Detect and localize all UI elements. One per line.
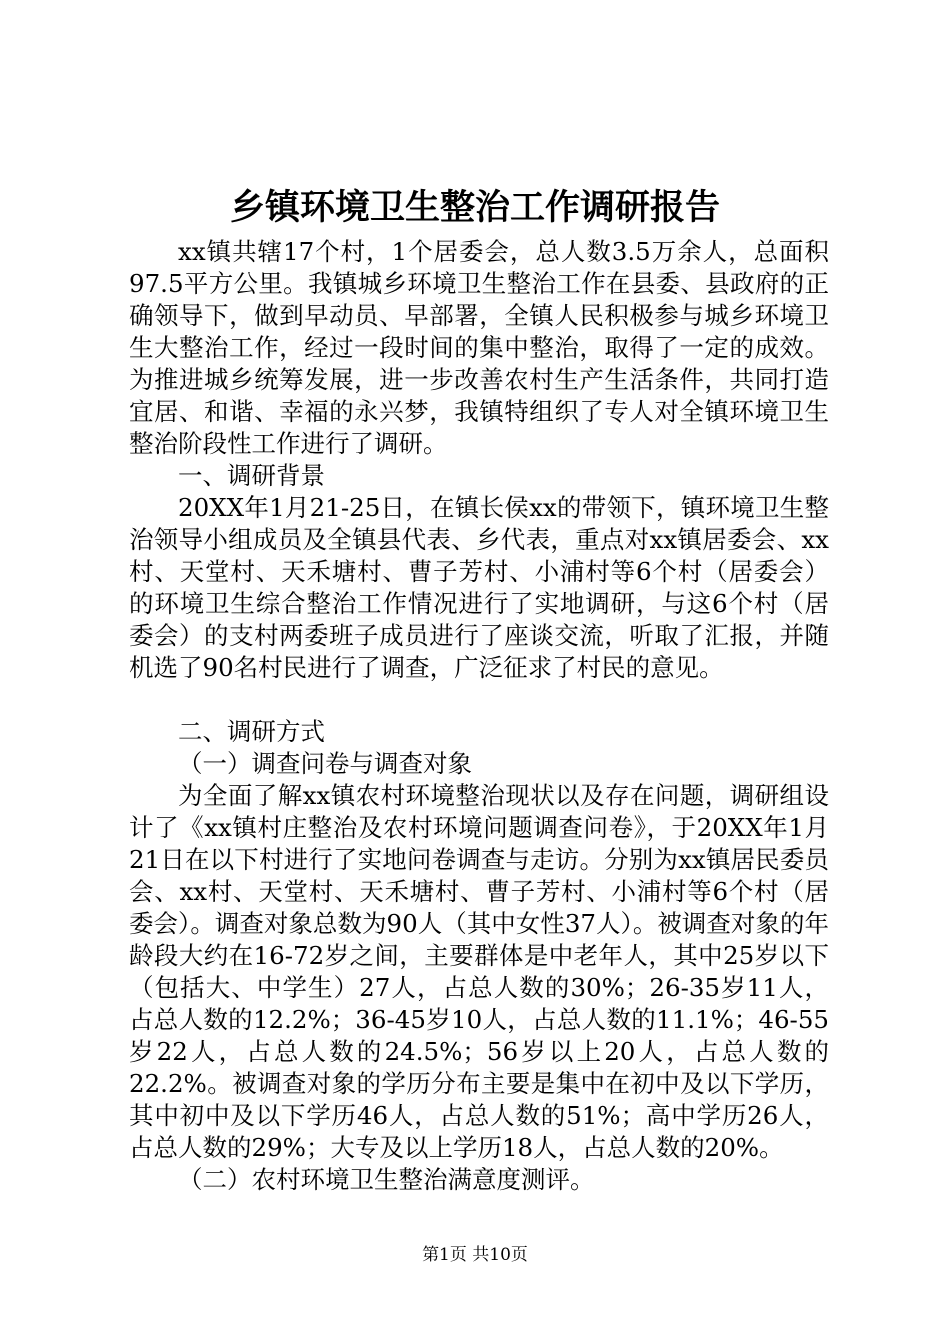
- document-title: 乡镇环境卫生整治工作调研报告: [229, 187, 720, 228]
- survey-paragraph: 为全面了解xx镇农村环境整治现状以及存在问题，调研组设计了《xx镇村庄整治及农村环境问题调查问卷》，于20XX年1月21日在以下村进行了实地问卷调查与走访。分别为xx镇居民委员会、xx村、天堂村、天禾塘村、曹子芳村、小浦村等6个村（居委会）。调查对象总数为90人（其中女性37人）。被调查对象的年龄段大约在16-72岁之间，主要群体是中老年人，其中25岁以下（包括大、中学生）27人，占总人数的30%；26-35岁11人，占总人数的12.2%；36-45岁10人，占总人数的11.1%；46-55岁22人，占总人数的24.5%；56岁以上20人，占总人数的22.2%。被调查对象的学历分布主要是集中在初中及以下学历，其中初中及以下学历46人，占总人数的51%；高中学历26人，占总人数的29%；大专及以上学历18人，占总人数的20%。: [129, 781, 829, 1162]
- section-heading-method: 二、调研方式: [178, 717, 325, 746]
- intro-paragraph: xx镇共辖17个村，1个居委会，总人数3.5万余人，总面积97.5平方公里。我镇城乡环境卫生整治工作在县委、县政府的正确领导下，做到早动员、早部署，全镇人民积极参与城乡环境卫生大整治工作，经过一段时间的集中整治，取得了一定的成效。为推进城乡统筹发展，进一步改善农村生产生活条件，共同打造宜居、和谐、幸福的永兴梦，我镇特组织了专人对全镇环境卫生整治阶段性工作进行了调研。: [129, 237, 829, 458]
- subsection-heading-satisfaction: （二）农村环境卫生整治满意度测评。: [178, 1165, 595, 1194]
- document-body: [129, 236, 829, 1196]
- section-heading-background: 一、调研背景: [178, 461, 325, 490]
- page-number: 第1页 共10页: [422, 1245, 528, 1265]
- paragraph-gap: [129, 684, 829, 716]
- subsection-heading-survey: （一）调查问卷与调查对象: [178, 749, 472, 778]
- background-paragraph: 20XX年1月21-25日，在镇长侯xx的带领下，镇环境卫生整治领导小组成员及全镇县代表、乡代表，重点对xx镇居委会、xx村、天堂村、天禾塘村、曹子芳村、小浦村等6个村（居委会）的环境卫生综合整治工作情况进行了实地调研，与这6个村（居委会）的支村两委班子成员进行了座谈交流，听取了汇报，并随机选了90名村民进行了调查，广泛征求了村民的意见。: [129, 493, 829, 682]
